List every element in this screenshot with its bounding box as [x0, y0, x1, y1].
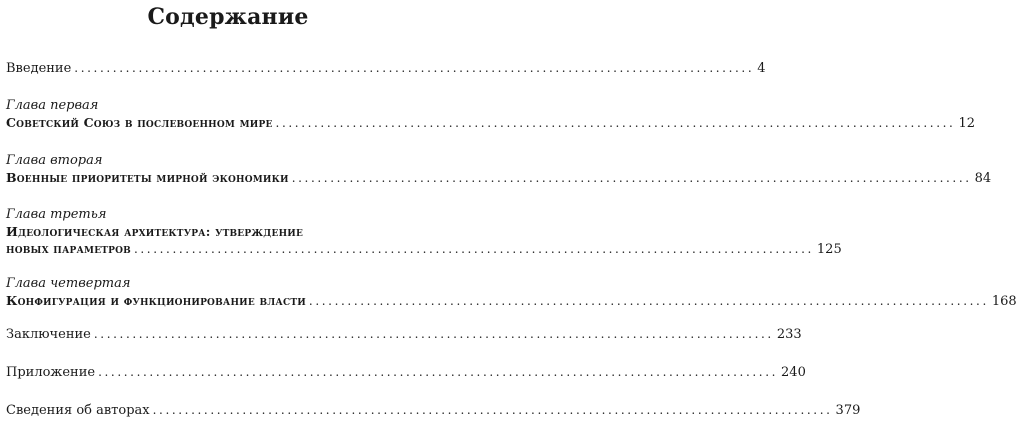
leader-dots: .......................................................................................................... [133, 242, 814, 256]
toc-entry-authors[interactable] [6, 402, 861, 419]
toc-entry-introduction[interactable] [6, 60, 766, 77]
chapter-label: Глава третья [6, 207, 107, 222]
toc-entry-chapter-2[interactable] [6, 152, 992, 187]
leader-dots: .......................................................................................................... [74, 61, 755, 75]
leader-dots: .......................................................................................................... [275, 116, 956, 130]
chapter-title: Конфигурация и функционирование власти [6, 293, 306, 308]
toc-page-number: 12 [958, 116, 976, 131]
leader-dots: .......................................................................................................... [291, 171, 972, 185]
toc-entry-appendix[interactable] [6, 364, 806, 381]
toc-entry-text: Приложение [6, 365, 96, 380]
toc-page-number: 84 [974, 171, 992, 186]
toc-page-number: 125 [816, 242, 842, 257]
leader-dots: .......................................................................................................... [152, 403, 833, 417]
chapter-label: Глава четвертая [6, 276, 131, 291]
chapter-title-line-2: новых параметров [6, 241, 131, 256]
toc-entry-text: Сведения об авторах [6, 403, 150, 418]
toc-page-number: 240 [781, 365, 806, 380]
toc-entry-chapter-4[interactable] [6, 275, 1017, 310]
toc-page-number: 168 [991, 294, 1017, 309]
toc-page-number: 379 [835, 403, 861, 418]
page-title: Содержание [147, 4, 309, 30]
toc-page-number: 4 [757, 61, 766, 76]
chapter-title: Советский Союз в послевоенном мире [6, 115, 273, 130]
leader-dots: .......................................................................................................... [93, 327, 774, 341]
toc-entry-text: Заключение [6, 327, 91, 342]
leader-dots: .......................................................................................................... [98, 365, 779, 379]
leader-dots: .......................................................................................................... [308, 294, 989, 308]
toc-entry-chapter-1[interactable] [6, 97, 976, 132]
chapter-title-line-1: Идеологическая архитектура: утверждение [6, 224, 304, 239]
toc-entry-conclusion[interactable] [6, 326, 802, 343]
chapter-label: Глава вторая [6, 153, 103, 168]
toc-page-number: 233 [776, 327, 802, 342]
chapter-title: Военные приоритеты мирной экономики [6, 170, 289, 185]
chapter-label: Глава первая [6, 98, 99, 113]
toc-entry-text: Введение [6, 61, 72, 76]
toc-entry-chapter-3[interactable] [6, 206, 842, 258]
